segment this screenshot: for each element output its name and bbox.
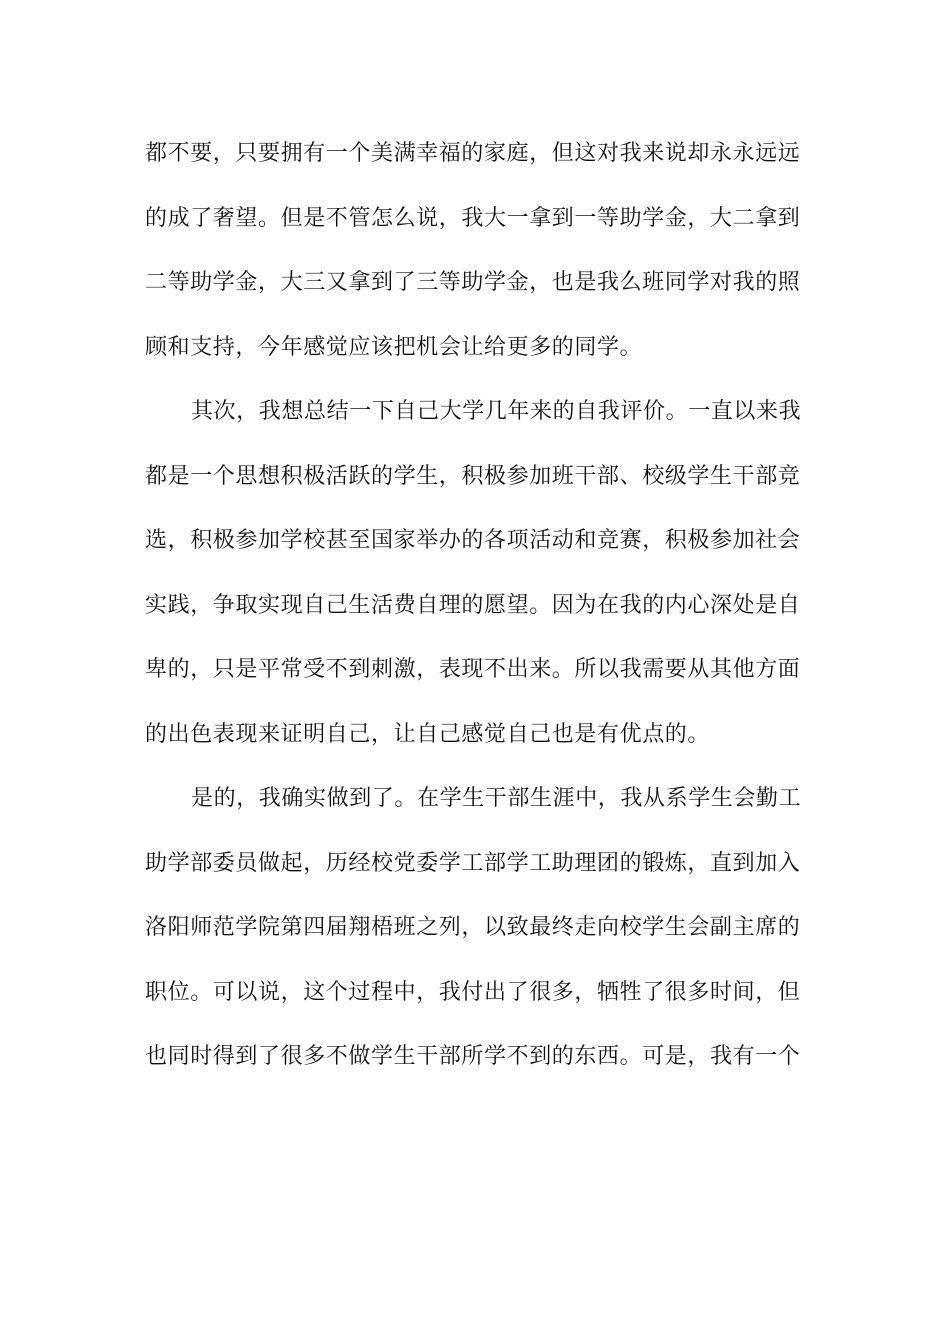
text-line: 也同时得到了很多不做学生干部所学不到的东西。可是，我有一个 bbox=[145, 1044, 801, 1069]
text-line: 助学部委员做起，历经校党委学工部学工助理团的锻炼，直到加入 bbox=[145, 850, 801, 876]
text-line: 职位。可以说，这个过程中，我付出了很多，牺牲了很多时间，但 bbox=[145, 979, 801, 1005]
text-line: 顾和支持，今年感觉应该把机会让给更多的同学。 bbox=[145, 334, 643, 360]
text-line: 都是一个思想积极活跃的学生，积极参加班干部、校级学生干部竞 bbox=[145, 463, 801, 489]
paragraph-start-line: 其次，我想总结一下自己大学几年来的自我评价。一直以来我 bbox=[191, 399, 802, 424]
text-line: 的出色表现来证明自己，让自己感觉自己也是有优点的。 bbox=[145, 721, 711, 747]
text-line: 卑的，只是平常受不到刺激，表现不出来。所以我需要从其他方面 bbox=[145, 657, 801, 682]
text-line: 的成了奢望。但是不管怎么说，我大一拿到一等助学金，大二拿到 bbox=[145, 205, 801, 231]
text-line: 选，积极参加学校甚至国家举办的各项活动和竞赛，积极参加社会 bbox=[145, 528, 801, 553]
text-line: 洛阳师范学院第四届翔梧班之列，以致最终走向校学生会副主席的 bbox=[145, 915, 801, 940]
text-line: 二等助学金，大三又拿到了三等助学金，也是我么班同学对我的照 bbox=[145, 270, 801, 295]
text-line: 都不要，只要拥有一个美满幸福的家庭，但这对我来说却永永远远 bbox=[145, 141, 801, 166]
text-line: 实践，争取实现自己生活费自理的愿望。因为在我的内心深处是自 bbox=[145, 592, 801, 618]
paragraph-start-line: 是的，我确实做到了。在学生干部生涯中，我从系学生会勤工 bbox=[191, 786, 802, 811]
body-text bbox=[145, 122, 810, 1090]
